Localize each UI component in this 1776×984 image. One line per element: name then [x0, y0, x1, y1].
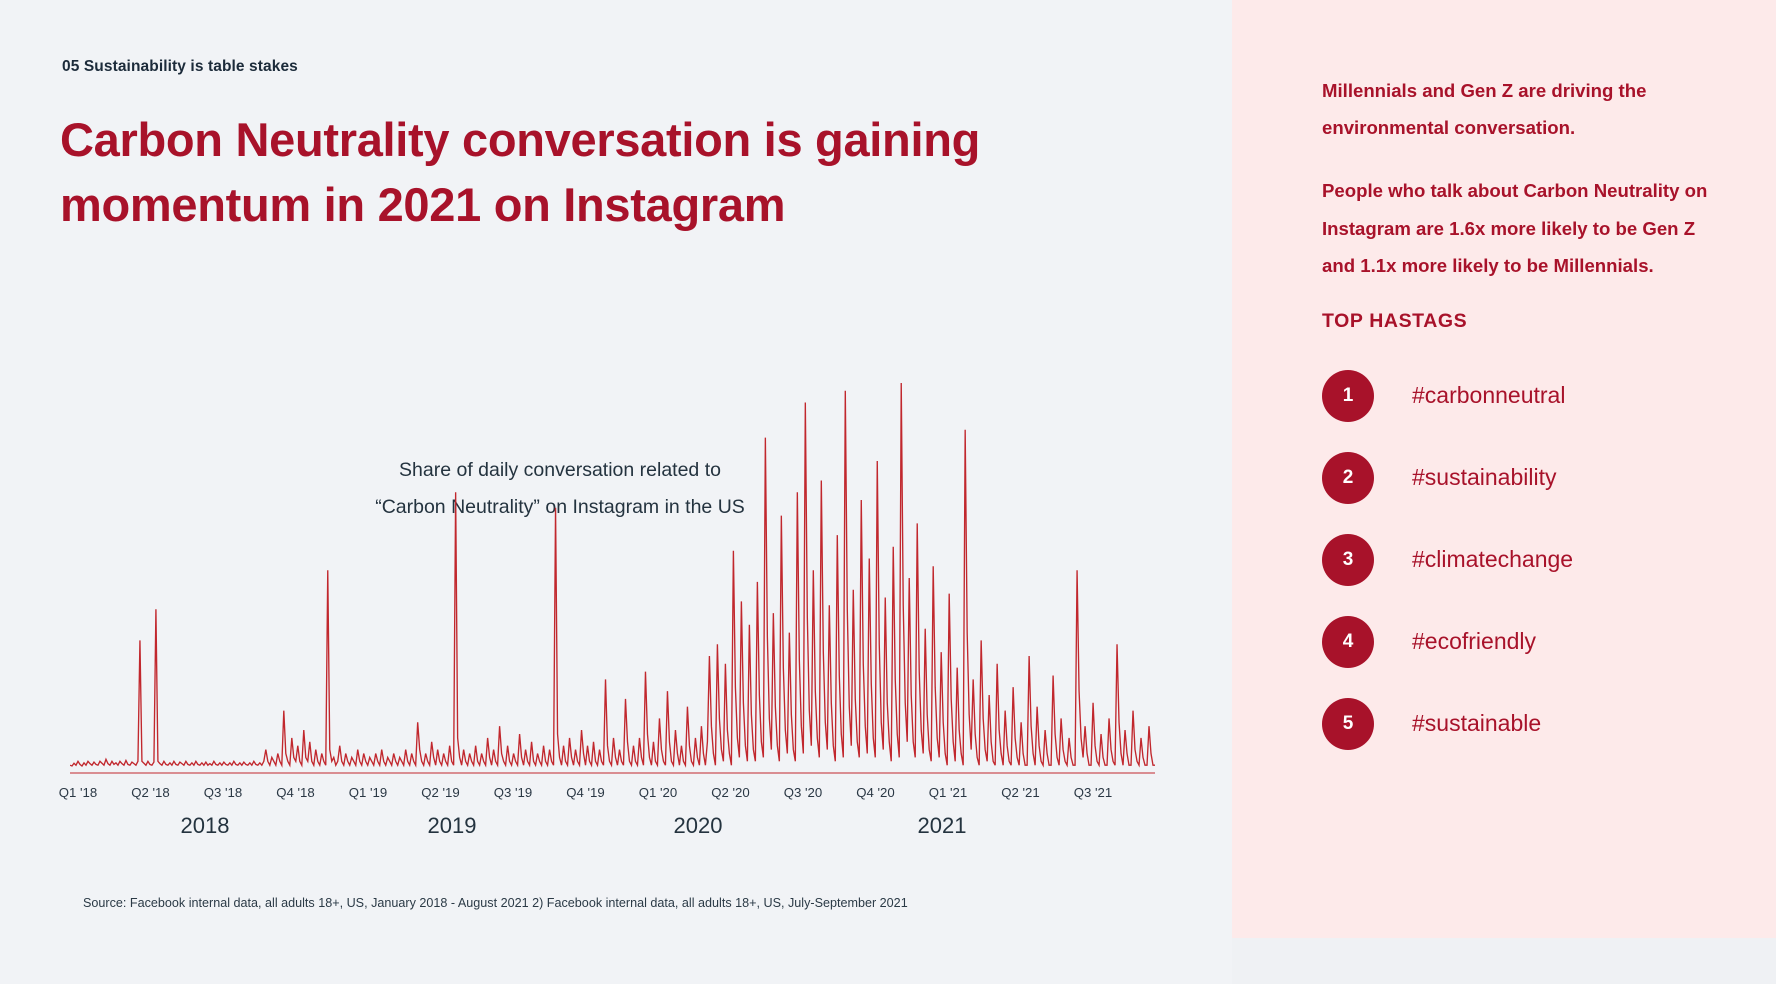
page-title: Carbon Neutrality conversation is gaining momentum in 2021 on Instagram	[60, 113, 981, 231]
insights-panel-inner	[1322, 72, 1722, 765]
x-axis-tick: Q2 '19	[421, 785, 460, 800]
x-axis-tick: Q2 '21	[1001, 785, 1040, 800]
hashtag-row[interactable]	[1322, 683, 1722, 765]
series-line-carbon-neutrality	[70, 383, 1155, 766]
chart-x-axis-year-labels	[70, 813, 1155, 847]
x-axis-tick: Q4 '19	[566, 785, 605, 800]
source-note: Source: Facebook internal data, all adults 18+, US, January 2018 - August 2021 2) Facebook internal data, all adults 18+, US, July-September 2021	[83, 896, 908, 910]
x-axis-tick: Q1 '19	[348, 785, 388, 800]
hashtag-label[interactable]: #sustainability	[1412, 464, 1557, 491]
hashtag-rank-badge: 2	[1322, 452, 1374, 504]
hashtag-row[interactable]	[1322, 601, 1722, 683]
hashtag-row[interactable]	[1322, 355, 1722, 437]
hashtag-row[interactable]	[1322, 437, 1722, 519]
top-hashtags-title: TOP HASTAGS	[1322, 309, 1468, 332]
x-axis-tick: Q3 '21	[1073, 785, 1113, 800]
hashtag-rank-badge: 1	[1322, 370, 1374, 422]
x-axis-tick: Q1 '21	[928, 785, 968, 800]
chart-line-svg	[70, 375, 1155, 805]
hashtag-label[interactable]: #climatechange	[1412, 546, 1574, 573]
hashtag-row[interactable]	[1322, 519, 1722, 601]
hashtag-rank-badge: 5	[1322, 698, 1374, 750]
hashtag-label[interactable]: #carbonneutral	[1412, 382, 1566, 409]
x-axis-tick: Q4 '18	[276, 785, 315, 800]
x-axis-tick: Q2 '20	[711, 785, 750, 800]
chart-subtitle-line-2: “Carbon Neutrality” on Instagram in the US	[375, 496, 745, 519]
chart-subtitle-line-1: Share of daily conversation related to	[399, 459, 721, 481]
x-axis-tick: Q3 '19	[493, 785, 533, 800]
x-axis-year-label: 2019	[427, 813, 477, 838]
hashtag-rank-badge: 3	[1322, 534, 1374, 586]
x-axis-year-label: 2021	[917, 813, 967, 838]
x-axis-tick: Q1 '18	[58, 785, 98, 800]
x-axis-tick: Q3 '18	[203, 785, 243, 800]
hashtag-rank-badge: 4	[1322, 616, 1374, 668]
hashtag-label[interactable]: #ecofriendly	[1412, 628, 1537, 655]
hashtag-label[interactable]: #sustainable	[1412, 710, 1542, 737]
x-axis-year-label: 2018	[180, 813, 230, 838]
x-axis-tick: Q1 '20	[638, 785, 678, 800]
conversation-share-chart	[58, 375, 1155, 838]
insight-paragraph-2: People who talk about Carbon Neutrality on Instagram are 1.6x more likely to be Gen Z and 1.1x more likely to be Millennials.	[1322, 180, 1708, 276]
x-axis-year-label: 2020	[673, 813, 723, 838]
x-axis-tick: Q4 '20	[856, 785, 895, 800]
x-axis-tick: Q2 '18	[131, 785, 170, 800]
insights-panel	[1232, 0, 1776, 938]
x-axis-tick: Q3 '20	[783, 785, 823, 800]
insight-paragraph-1: Millennials and Gen Z are driving the environmental conversation.	[1322, 80, 1647, 139]
chart-x-axis-quarter-ticks	[58, 785, 1155, 811]
top-hashtags-list	[1322, 355, 1722, 765]
chart-plot-area	[70, 375, 1155, 805]
section-eyebrow: 05 Sustainability is table stakes	[62, 58, 298, 75]
